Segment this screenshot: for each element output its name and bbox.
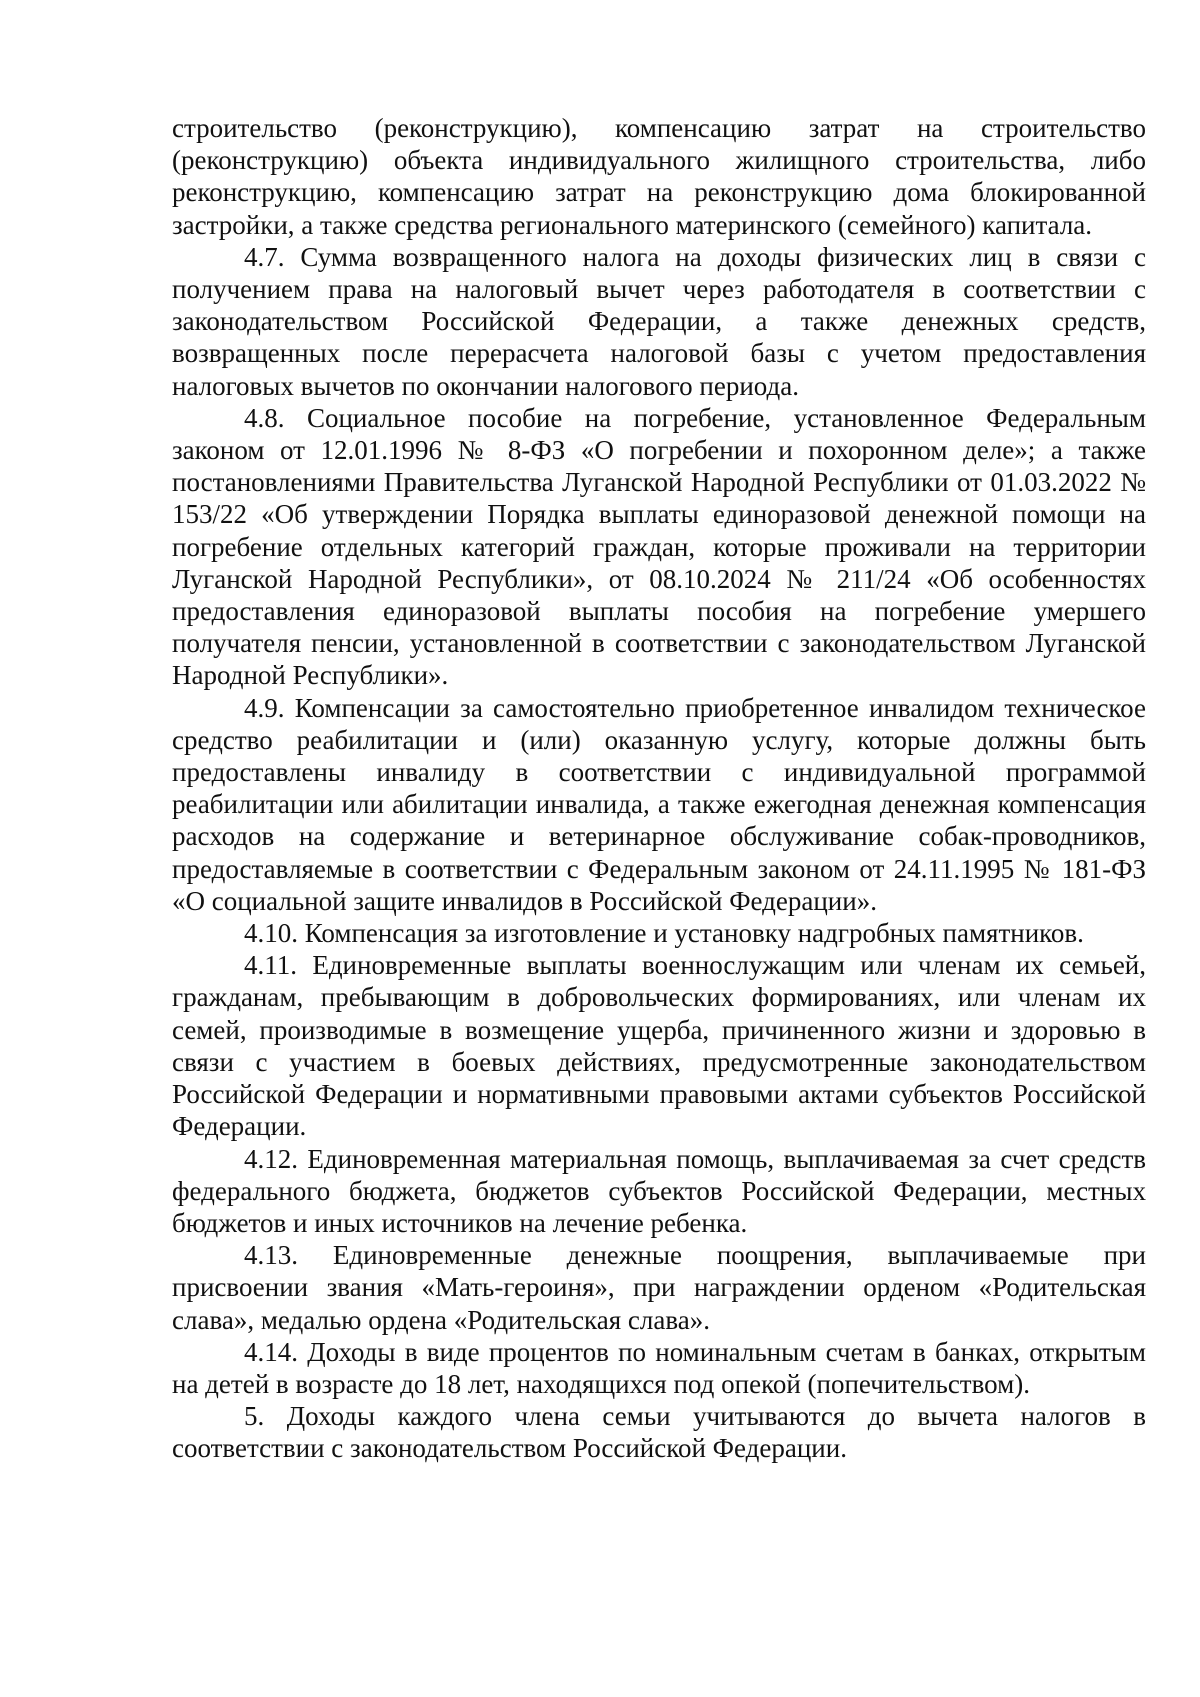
paragraph-text: Единовременные денежные поощрения, выплачиваемые при присвоении звания «Мать-героиня», при награждении орденом «Родительская слава», медалью ордена «Родительская слава».: [172, 1240, 1147, 1335]
paragraph-number: 5.: [244, 1401, 265, 1432]
paragraph-continuation: [172, 112, 1146, 241]
paragraph-text: Компенсации за самостоятельно приобретенное инвалидом техническое средство реабилитации и (или) оказанную услугу, которые должны быть предоставлены инвалиду в соответствии с индивидуальной программой реабилитации или абилитации инвалида, а также ежегодная денежная компенсация расходов на содержание и ветеринарное обслуживание собак-проводников, предоставляемые в соответствии с Федеральным законом от 24.11.1995 № 181-ФЗ «О социальной защите инвалидов в Российской Федерации».: [172, 692, 1146, 916]
paragraph-4-14: [172, 1336, 1146, 1400]
paragraph-4-12: [172, 1143, 1146, 1240]
paragraph-text: Единовременная материальная помощь, выплачиваемая за счет средств федерального бюджета, бюджетов субъектов Российской Федерации, местных бюджетов и иных источников на лечение ребенка.: [172, 1143, 1147, 1238]
paragraph-4-13: [172, 1239, 1146, 1336]
paragraph-text: Социальное пособие на погребение, установленное Федеральным законом от 12.01.1996 № 8-ФЗ «О погребении и похоронном деле»; а также постановлениями Правительства Луганской Народной Республики от 01.03.2022 № 153/22 «Об утверждении Порядка выплаты единоразовой денежной помощи на погребение отдельных категорий граждан, которые проживали на территории Луганской Народной Республики», от 08.10.2024 № 211/24 «Об особенностях предоставления единоразовой выплаты пособия на погребение умершего получателя пенсии, установленной в соответствии с законодательством Луганской Народной Республики».: [172, 402, 1146, 691]
paragraph-4-9: [172, 692, 1146, 917]
paragraph-number: 4.14.: [244, 1336, 298, 1367]
document-page: [172, 112, 1146, 1465]
paragraph-number: 4.8.: [244, 402, 285, 433]
paragraph-text: Доходы в виде процентов по номинальным счетам в банках, открытым на детей в возрасте до 18 лет, находящихся под опекой (попечительством).: [172, 1336, 1147, 1399]
paragraph-4-11: [172, 949, 1146, 1142]
paragraph-number: 4.13.: [244, 1240, 298, 1271]
paragraph-number: 4.7.: [244, 241, 285, 272]
paragraph-5: [172, 1400, 1146, 1464]
paragraph-number: 4.9.: [244, 692, 285, 723]
paragraph-number: 4.10.: [244, 918, 298, 949]
paragraph-number: 4.12.: [244, 1143, 298, 1174]
paragraph-text: Доходы каждого члена семьи учитываются до вычета налогов в соответствии с законодательством Российской Федерации.: [172, 1401, 1146, 1464]
paragraph-4-8: [172, 402, 1146, 692]
paragraph-text: Сумма возвращенного налога на доходы физических лиц в связи с получением права на налоговый вычет через работодателя в соответствии с законодательством Российской Федерации, а также денежных средств, возвращенных после перерасчета налоговой базы с учетом предоставления налоговых вычетов по окончании налогового периода.: [172, 241, 1146, 401]
paragraph-4-7: [172, 241, 1146, 402]
paragraph-number: 4.11.: [244, 950, 297, 981]
paragraph-text: Компенсация за изготовление и установку надгробных памятников.: [304, 918, 1084, 949]
paragraph-text: строительство (реконструкцию), компенсацию затрат на строительство (реконструкцию) объекта индивидуального жилищного строительства, либо реконструкцию, компенсацию затрат на реконструкцию дома блокированной застройки, а также средства регионального материнского (семейного) капитала.: [172, 113, 1146, 240]
paragraph-text: Единовременные выплаты военнослужащим или членам их семьей, гражданам, пребывающим в добровольческих формированиях, или членам их семей, производимые в возмещение ущерба, причиненного жизни и здоровью в связи с участием в боевых действиях, предусмотренные законодательством Российской Федерации и нормативными правовыми актами субъектов Российской Федерации.: [172, 950, 1147, 1142]
paragraph-4-10: [172, 917, 1146, 949]
